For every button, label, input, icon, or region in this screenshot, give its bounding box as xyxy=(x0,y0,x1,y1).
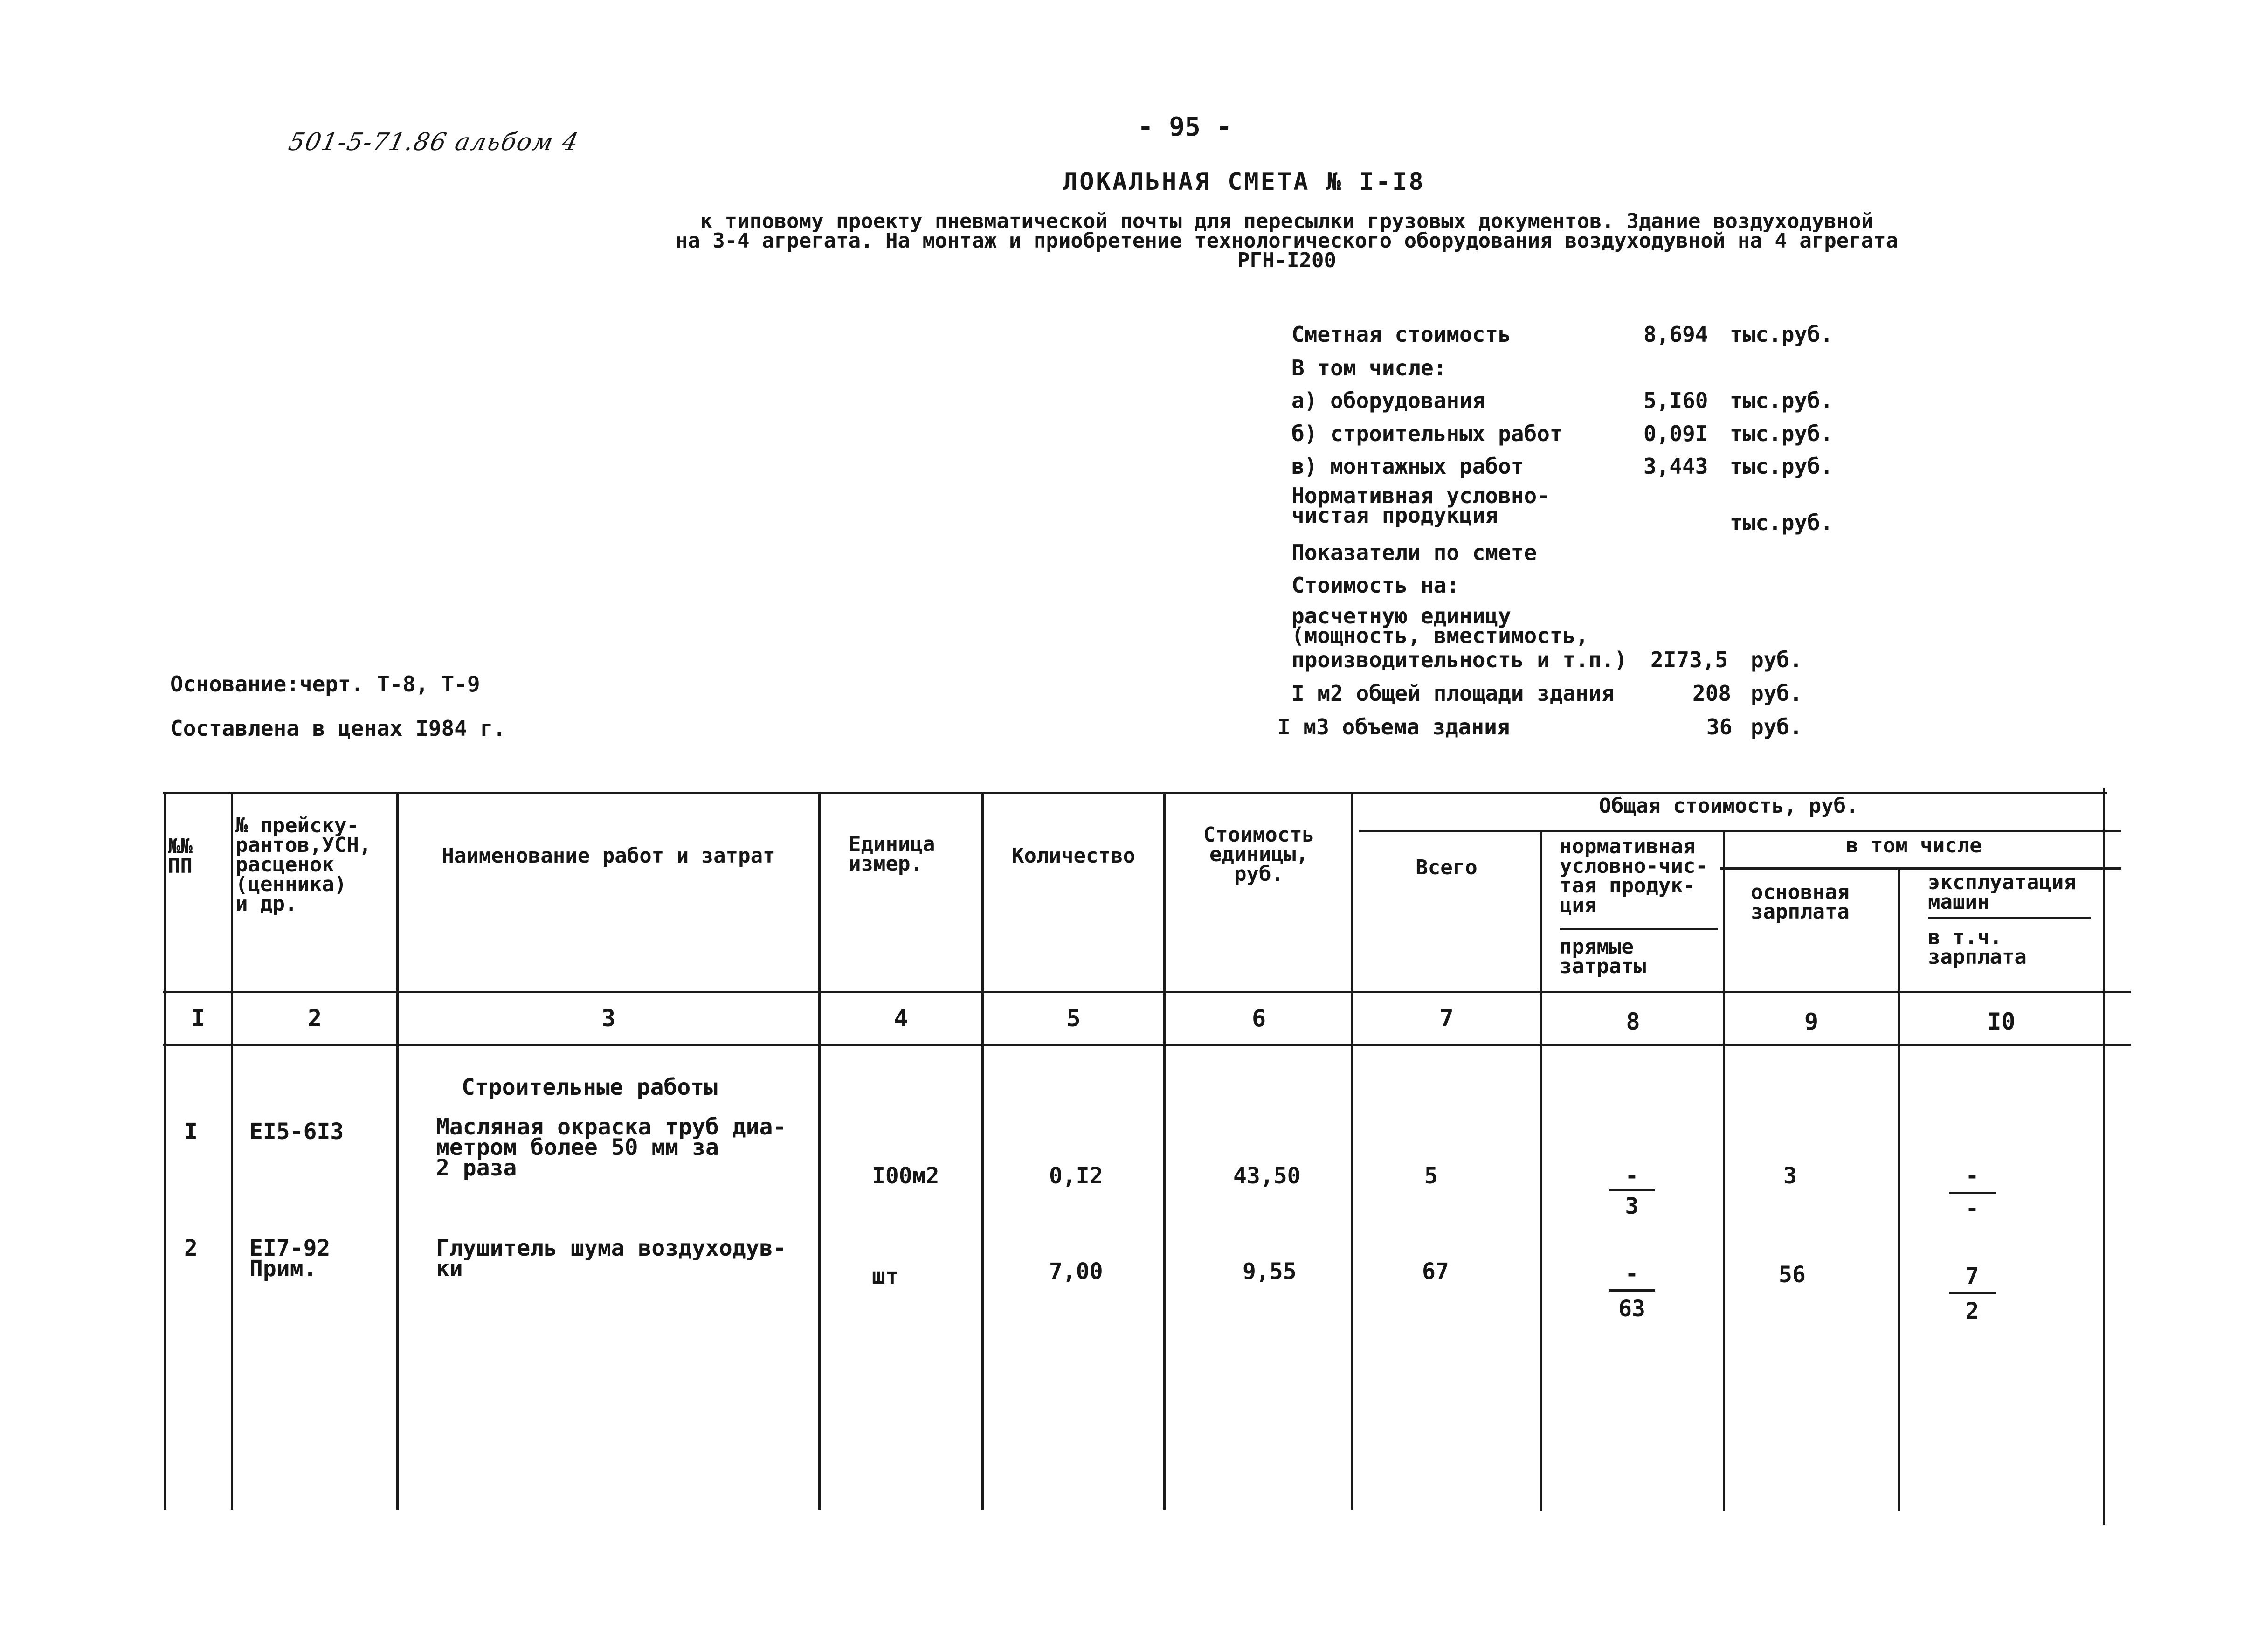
base-wage: 56 xyxy=(1779,1262,1806,1288)
header-total-cost: Общая стоимость, руб. xyxy=(1599,794,1858,818)
column-number: 5 xyxy=(1066,1005,1081,1032)
including-label: В том числе: xyxy=(1291,355,1447,380)
price-basis-year: Составлена в ценах I984 г. xyxy=(170,716,506,741)
subtitle-line-3: РГН-I200 xyxy=(1237,249,1336,272)
header-unit: Единица измер. xyxy=(849,832,935,876)
unit-label: тыс.руб. xyxy=(1730,510,1833,535)
calc-unit-value: 2I73,5 xyxy=(1650,647,1728,672)
total: 5 xyxy=(1424,1163,1438,1189)
calc-unit-label-2: (мощность, вместимость, xyxy=(1291,623,1588,648)
header-including: в том числе xyxy=(1846,834,1982,857)
quantity: 0,I2 xyxy=(1049,1163,1103,1189)
fraction-line xyxy=(1949,1192,1996,1194)
base-wage: 3 xyxy=(1783,1163,1797,1189)
normative-output: - xyxy=(1625,1261,1639,1287)
column-divider xyxy=(818,792,821,1510)
header-row-number: №№ ПП xyxy=(168,835,193,878)
estimated-cost-label: Сметная стоимость xyxy=(1291,322,1511,347)
construction-label: б) строительных работ xyxy=(1291,421,1563,446)
subtitle-line-2: на 3-4 агрегата. На монтаж и приобретение технологического оборудования воздуходувной на 4 агрегата xyxy=(675,229,1899,253)
column-divider xyxy=(1163,792,1166,1510)
rub-label: руб. xyxy=(1751,647,1802,672)
column-divider xyxy=(1540,830,1542,1511)
rub-label: руб. xyxy=(1751,681,1802,706)
normative-label-2: чистая продукция xyxy=(1291,503,1498,528)
incl-wage: - xyxy=(1965,1196,1979,1222)
incl-wage: 2 xyxy=(1965,1298,1979,1324)
column-divider xyxy=(231,792,233,1510)
fraction-line xyxy=(1609,1289,1655,1292)
header-machine-operation: эксплуатация машин xyxy=(1928,871,2076,914)
price-code: EI7-92 Прим. xyxy=(249,1235,331,1282)
header-rule xyxy=(1359,830,2121,832)
column-number: I xyxy=(191,1005,206,1032)
direct-costs: 63 xyxy=(1618,1296,1645,1322)
installation-value: 3,443 xyxy=(1643,454,1708,479)
quantity: 7,00 xyxy=(1049,1258,1103,1285)
machine-operation: 7 xyxy=(1965,1263,1979,1289)
header-bottom-rule xyxy=(163,991,2131,993)
header-unit-cost: Стоимость единицы, руб. xyxy=(1203,823,1315,886)
unit-price: 43,50 xyxy=(1233,1163,1301,1189)
installation-label: в) монтажных работ xyxy=(1291,454,1524,479)
unit-label: тыс.руб. xyxy=(1730,421,1833,446)
header-price-list: № прейску- рантов,УСН, расценок (ценника) и др. xyxy=(235,814,372,916)
row-number: 2 xyxy=(184,1235,198,1261)
column-divider xyxy=(2103,788,2105,1525)
cost-per-label: Стоимость на: xyxy=(1291,573,1460,598)
header-work-name: Наименование работ и затрат xyxy=(442,844,775,868)
unit-label: тыс.руб. xyxy=(1730,322,1833,347)
column-number: 7 xyxy=(1439,1005,1454,1032)
column-divider xyxy=(981,792,984,1510)
header-incl-wage: в т.ч. зарплата xyxy=(1928,926,2027,969)
column-number: 2 xyxy=(307,1005,322,1032)
calc-unit-label-3: производительность и т.п.) xyxy=(1291,647,1628,672)
column-divider xyxy=(1351,792,1353,1510)
total: 67 xyxy=(1422,1258,1449,1285)
page-number: - 95 - xyxy=(1138,112,1232,142)
calc-unit-label-1: расчетную единицу xyxy=(1291,603,1511,629)
header-normative-output: нормативная условно-чис- тая продук- ция xyxy=(1560,835,1708,917)
column-divider xyxy=(164,792,166,1510)
construction-value: 0,09I xyxy=(1643,421,1708,446)
normative-output: - xyxy=(1625,1163,1639,1189)
column-number: 9 xyxy=(1804,1008,1819,1035)
indicators-label: Показатели по смете xyxy=(1291,540,1537,565)
header-rule xyxy=(1720,867,2121,870)
machine-operation: - xyxy=(1965,1163,1979,1189)
rub-label: руб. xyxy=(1751,714,1802,740)
header-direct-costs: прямые затраты xyxy=(1560,935,1646,978)
column-number: I0 xyxy=(1987,1008,2016,1035)
normative-label-1: Нормативная условно- xyxy=(1291,483,1550,508)
column-divider xyxy=(1898,867,1900,1511)
column-number: 8 xyxy=(1626,1008,1640,1035)
equipment-label: а) оборудования xyxy=(1291,388,1485,413)
m2-value: 208 xyxy=(1692,681,1732,706)
unit-label: тыс.руб. xyxy=(1730,388,1833,413)
header-underline xyxy=(1928,917,2091,919)
header-rule xyxy=(1560,928,1718,930)
price-code: EI5-6I3 xyxy=(249,1119,344,1145)
unit: шт xyxy=(872,1263,899,1289)
section-heading: Строительные работы xyxy=(462,1074,718,1100)
column-numbers-rule xyxy=(163,1044,2131,1046)
basis-drawings: Основание:черт. Т-8, Т-9 xyxy=(170,671,480,697)
m2-label: I м2 общей площади здания xyxy=(1291,681,1615,706)
column-divider xyxy=(396,792,399,1510)
work-name: Глушитель шума воздуходув- ки xyxy=(436,1235,787,1282)
unit-label: тыс.руб. xyxy=(1730,454,1833,479)
m3-label: I м3 объема здания xyxy=(1277,714,1510,740)
work-name: Масляная окраска труб диа- метром более 50 мм за 2 раза xyxy=(436,1114,787,1181)
column-number: 4 xyxy=(894,1005,908,1032)
handwritten-album-note: 501-5-71.86 альбом 4 xyxy=(286,128,582,156)
unit-price: 9,55 xyxy=(1243,1258,1297,1285)
fraction-line xyxy=(1949,1292,1996,1294)
column-divider xyxy=(1723,830,1725,1511)
column-number: 3 xyxy=(601,1005,616,1032)
unit: I00м2 xyxy=(872,1163,939,1189)
document-title: ЛОКАЛЬНАЯ СМЕТА № I-I8 xyxy=(1063,168,1425,196)
fraction-line xyxy=(1609,1189,1655,1191)
header-base-wage: основная зарплата xyxy=(1751,880,1850,924)
row-number: I xyxy=(184,1119,198,1145)
equipment-value: 5,I60 xyxy=(1643,388,1708,413)
subtitle-line-1: к типовому проекту пневматической почты для пересылки грузовых документов. Здание воздуходувной xyxy=(700,209,1874,233)
header-quantity: Количество xyxy=(1012,844,1135,868)
estimated-cost-value: 8,694 xyxy=(1643,322,1708,347)
direct-costs: 3 xyxy=(1625,1193,1639,1219)
column-number: 6 xyxy=(1251,1005,1266,1032)
header-total: Всего xyxy=(1416,856,1478,879)
m3-value: 36 xyxy=(1706,714,1733,740)
